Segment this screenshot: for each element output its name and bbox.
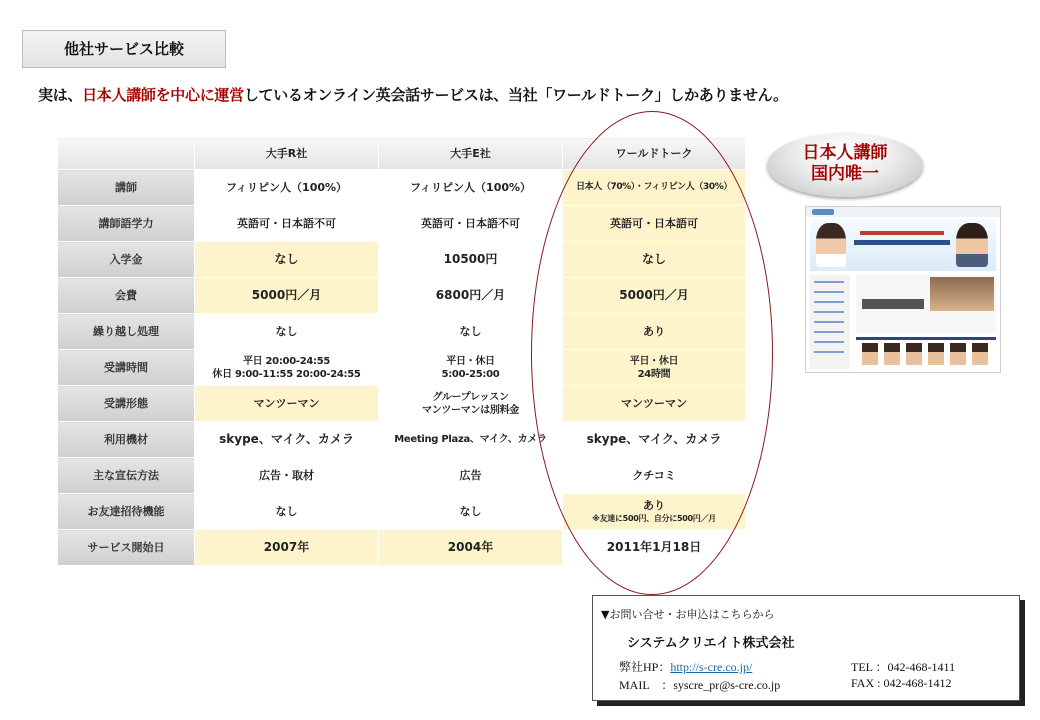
company-name: システムクリエイト株式会社	[627, 636, 795, 651]
table-row	[58, 278, 746, 314]
row-label: 利用機材	[58, 422, 195, 458]
table-row	[58, 422, 746, 458]
contact-box	[592, 595, 1020, 701]
row-label: サービス開始日	[58, 530, 195, 566]
row-label: 会費	[58, 278, 195, 314]
table-cell: 英語可・日本語不可	[195, 206, 379, 242]
table-cell: 5000円／月	[195, 278, 379, 314]
cell-line: 24時間	[637, 368, 671, 380]
cell-line: 休日 9:00-11:55 20:00-24:55	[212, 368, 361, 380]
table-cell: クチコミ	[563, 458, 746, 494]
table-row	[58, 494, 746, 530]
table-cell: なし	[195, 494, 379, 530]
table-header-row	[58, 138, 746, 170]
table-cell	[379, 386, 563, 422]
row-label: 受講形態	[58, 386, 195, 422]
table-cell: 広告	[379, 458, 563, 494]
headline-accent: 日本人講師を中心に運営	[82, 86, 244, 104]
section-title: 他社サービス比較	[22, 30, 226, 68]
column-header: 大手R社	[195, 138, 379, 170]
row-label: 講師	[58, 170, 195, 206]
cell-line: ※友達に500円、自分に500円／月	[592, 513, 716, 523]
table-cell: 英語可・日本語不可	[379, 206, 563, 242]
website-screenshot-thumbnail	[805, 206, 1001, 373]
header-blank	[58, 138, 195, 170]
table-cell: Meeting Plaza、マイク、カメラ	[379, 422, 563, 458]
table-row	[58, 170, 746, 206]
headline-part2: しているオンライン英会話サービスは、当社「ワールドトーク」しかありません。	[243, 86, 788, 104]
cell-line: 平日 20:00-24:55	[242, 355, 331, 367]
column-header: 大手E社	[379, 138, 563, 170]
table-cell: 2007年	[195, 530, 379, 566]
badge-japanese-teachers	[767, 133, 923, 197]
comparison-table	[57, 137, 746, 566]
contact-fax: FAX : 042-468-1412	[851, 676, 952, 690]
cell-line: 5:00-25:00	[441, 368, 500, 380]
table-cell: マンツーマン	[563, 386, 746, 422]
hp-link[interactable]: http://s-cre.co.jp/	[670, 660, 753, 674]
cell-line: 平日・休日	[446, 355, 495, 367]
hp-label: 弊社HP：	[619, 660, 671, 674]
table-cell: フィリピン人（100%）	[195, 170, 379, 206]
table-cell: フィリピン人（100%）	[379, 170, 563, 206]
table-cell: 6800円／月	[379, 278, 563, 314]
table-cell: 5000円／月	[563, 278, 746, 314]
table-cell: なし	[563, 242, 746, 278]
table-row	[58, 530, 746, 566]
row-label: 繰り越し処理	[58, 314, 195, 350]
cell-line: グループレッスン	[432, 391, 509, 403]
row-label: 受講時間	[58, 350, 195, 386]
table-row	[58, 314, 746, 350]
table-cell: あり	[563, 314, 746, 350]
contact-mail: MAIL ：syscre_pr@s-cre.co.jp	[619, 678, 781, 692]
table-row	[58, 458, 746, 494]
contact-tel: TEL ：042-468-1411	[851, 660, 956, 674]
cell-line: 平日・休日	[629, 355, 679, 367]
table-row	[58, 386, 746, 422]
table-cell: マンツーマン	[195, 386, 379, 422]
table-cell: 2004年	[379, 530, 563, 566]
table-cell: なし	[195, 314, 379, 350]
table-cell	[563, 494, 746, 530]
table-cell: なし	[379, 314, 563, 350]
badge-line1: 日本人講師	[802, 143, 888, 163]
headline	[38, 84, 788, 105]
table-cell: 英語可・日本語可	[563, 206, 746, 242]
headline-part1: 実は、	[38, 86, 83, 104]
contact-hp	[619, 658, 752, 675]
row-label: お友達招待機能	[58, 494, 195, 530]
table-cell: 日本人（70%）・フィリピン人（30%）	[563, 170, 746, 206]
table-row	[58, 206, 746, 242]
cell-line: あり	[643, 498, 665, 512]
row-label: 主な宣伝方法	[58, 458, 195, 494]
cell-line: マンツーマンは別料金	[422, 404, 519, 416]
table-cell	[379, 350, 563, 386]
row-label: 講師語学力	[58, 206, 195, 242]
table-cell: なし	[195, 242, 379, 278]
table-cell	[195, 350, 379, 386]
table-cell: 2011年1月18日	[563, 530, 746, 566]
table-cell: skype、マイク、カメラ	[195, 422, 379, 458]
table-cell: なし	[379, 494, 563, 530]
badge-line2: 国内唯一	[811, 164, 879, 184]
table-row	[58, 350, 746, 386]
table-cell: skype、マイク、カメラ	[563, 422, 746, 458]
table-cell	[563, 350, 746, 386]
table-row	[58, 242, 746, 278]
row-label: 入学金	[58, 242, 195, 278]
contact-heading: ▼お問い合せ・お申込はこちらから	[601, 608, 775, 621]
column-header: ワールドトーク	[563, 138, 746, 170]
table-cell: 10500円	[379, 242, 563, 278]
table-cell: 広告・取材	[195, 458, 379, 494]
